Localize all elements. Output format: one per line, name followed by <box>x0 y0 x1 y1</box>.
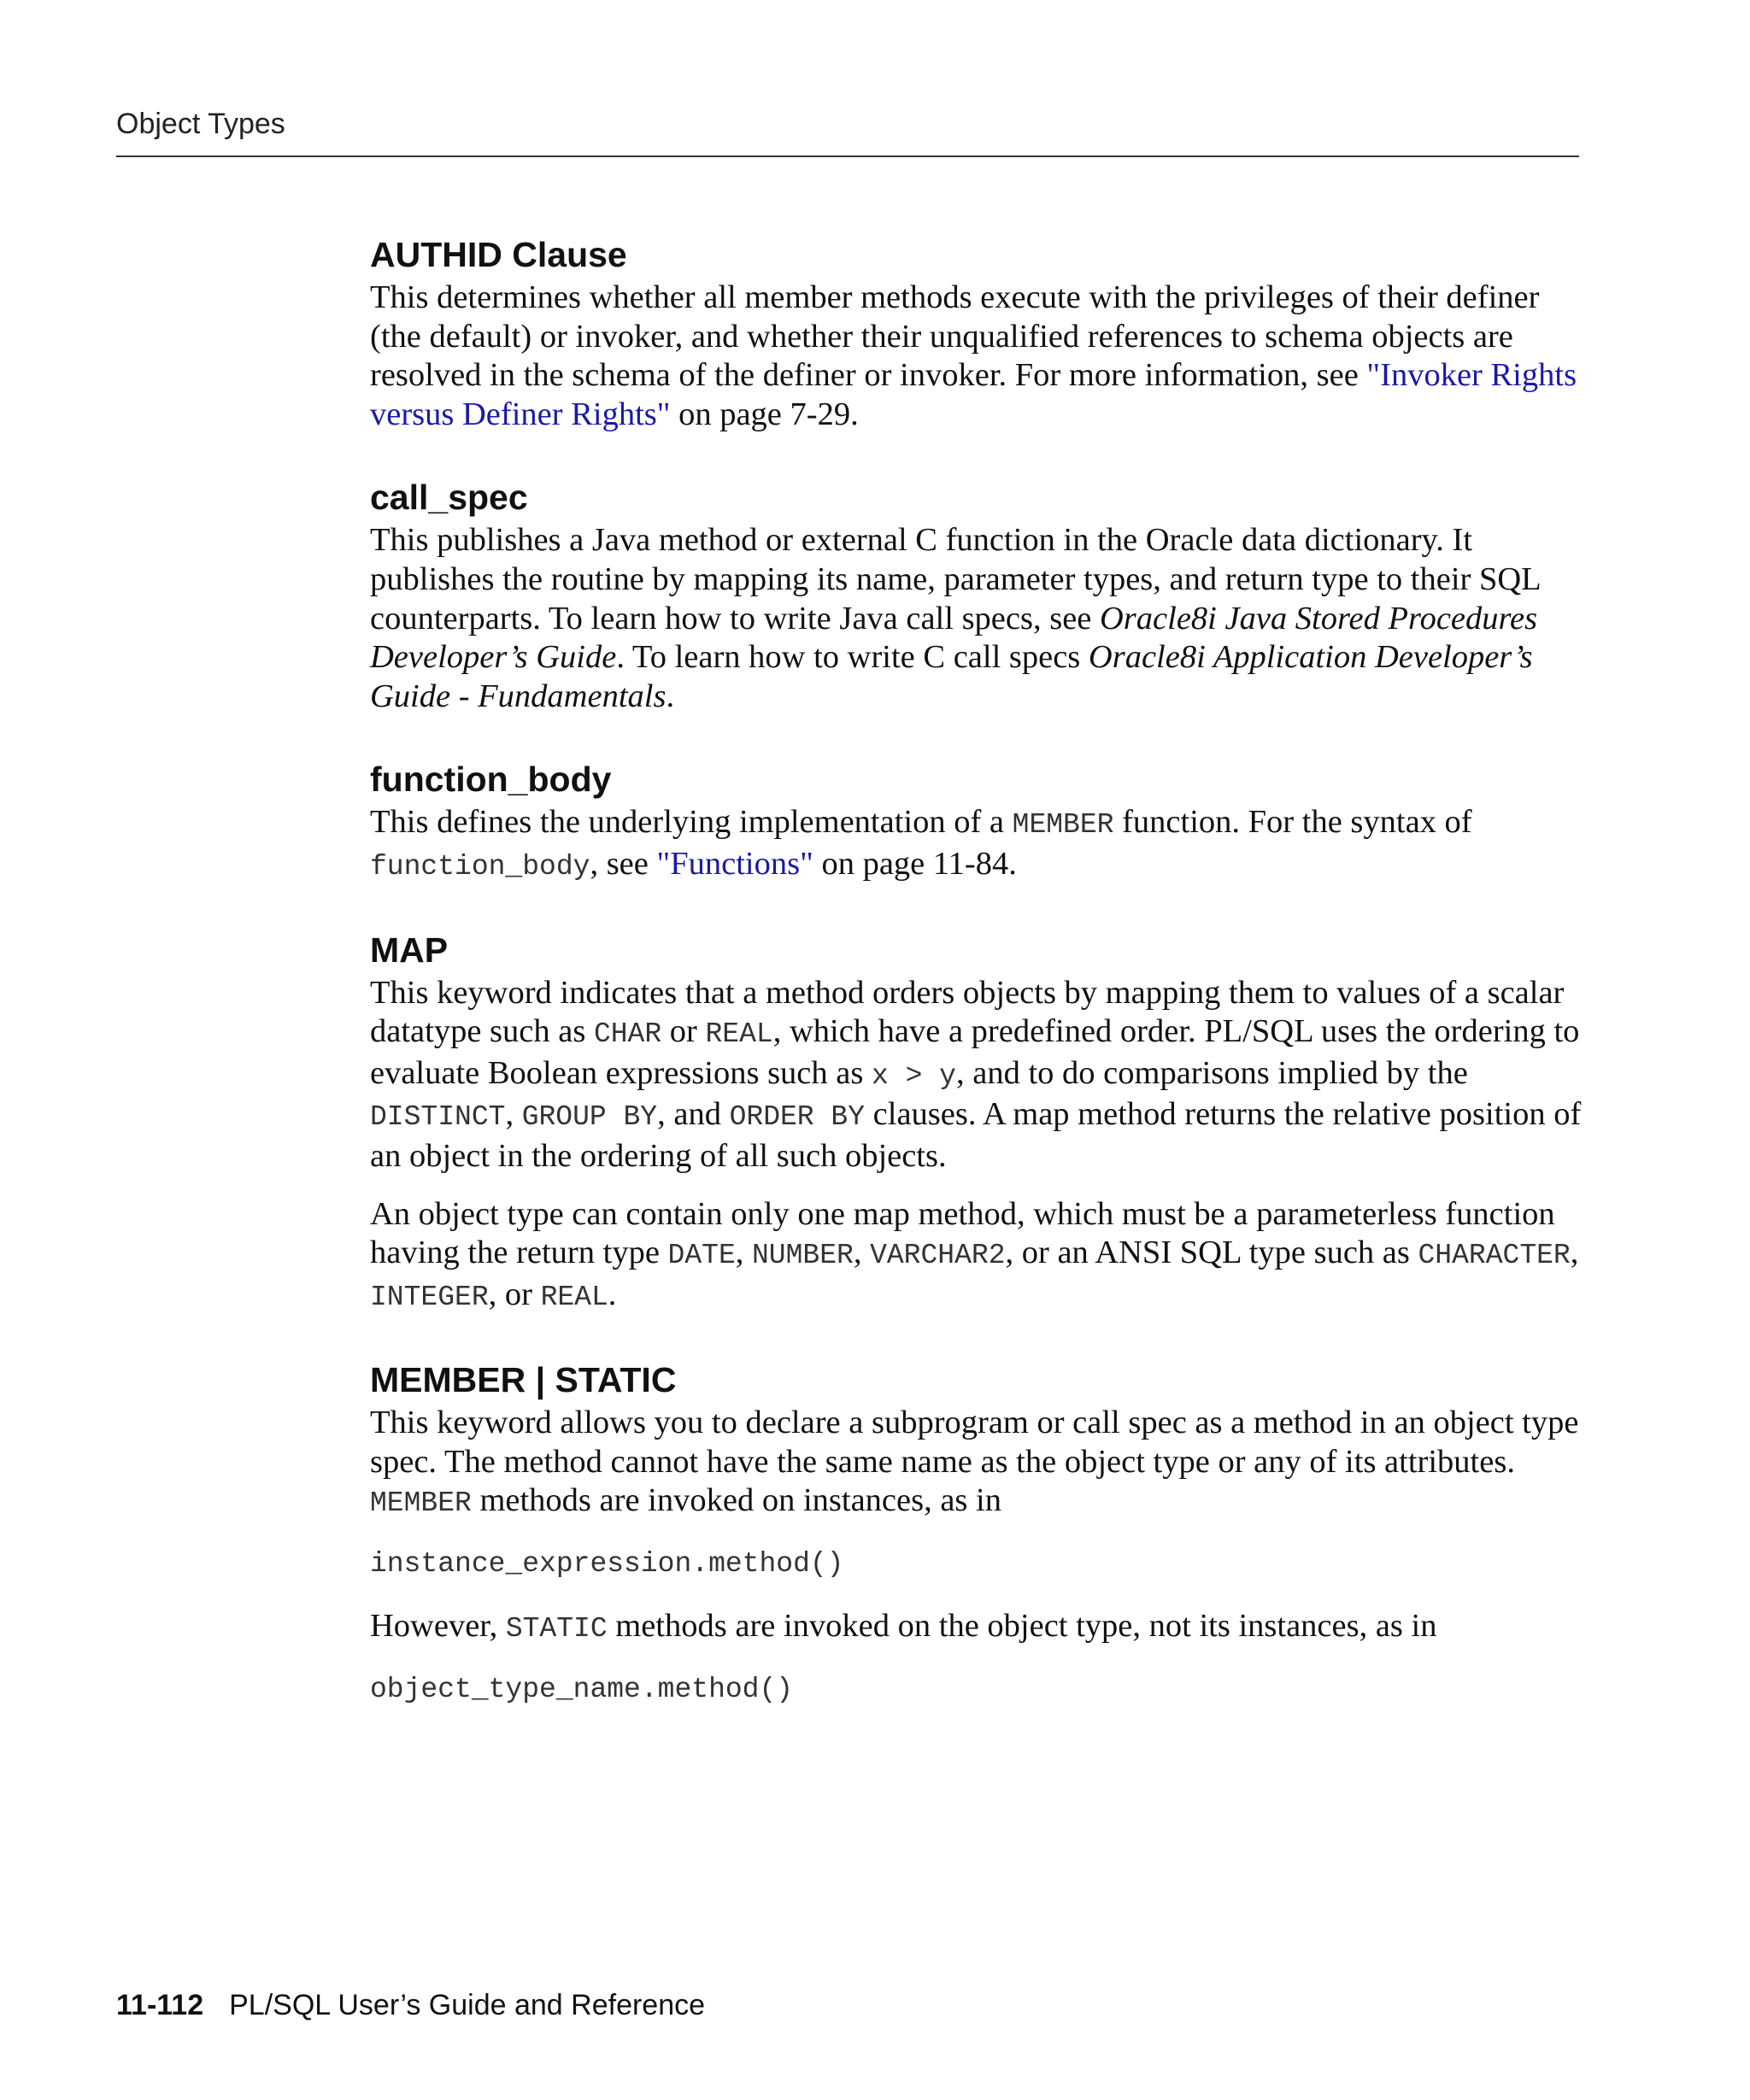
section-function-body <box>370 757 1583 886</box>
text: , <box>853 1235 871 1271</box>
text: on page 11-84. <box>813 845 1017 882</box>
section-heading: function_body <box>370 760 612 800</box>
text: , and to do comparisons implied by the <box>956 1054 1468 1091</box>
text: This defines the underlying implementation of a <box>370 804 1013 841</box>
code-term: ORDER BY <box>729 1101 866 1134</box>
code-term: MEMBER <box>370 1487 472 1520</box>
code-term: GROUP BY <box>521 1101 658 1134</box>
section-member-static <box>370 1358 1583 1708</box>
running-header: Object Types <box>116 108 285 140</box>
book-reference: Oracle8i Application Developer’s Guide - Fundamentals <box>370 639 1533 714</box>
paragraph <box>370 974 1583 1176</box>
paragraph <box>370 521 1583 716</box>
code-term: CHARACTER <box>1418 1240 1571 1272</box>
code-term: NUMBER <box>752 1240 854 1272</box>
text: methods are invoked on the object type, not its instances, as in <box>607 1608 1437 1645</box>
code-term: CHAR <box>593 1018 662 1051</box>
code-example: object_type_name.method() <box>370 1673 794 1705</box>
text: An object type can contain only one map method, which must be a parameterless function having the return type <box>370 1195 1555 1271</box>
functions-link[interactable]: "Functions" <box>656 845 813 882</box>
section-heading: MAP <box>370 930 449 970</box>
text: , and <box>657 1096 730 1133</box>
text: This determines whether all member methods execute with the privileges of their definer (the default) or invoker, and whether their unqualified references to schema objects are resolved in the schema of the definer or invoker. For more information, see <box>370 279 1540 394</box>
text: . To learn how to write C call specs <box>616 639 1089 676</box>
page-content <box>370 232 1583 1750</box>
text: methods are invoked on instances, as in <box>471 1482 1001 1519</box>
section-call-spec <box>370 475 1583 716</box>
paragraph <box>370 1195 1583 1317</box>
text: , or an ANSI SQL type such as <box>1005 1235 1418 1271</box>
code-term: function_body <box>370 850 590 883</box>
paragraph <box>370 279 1583 434</box>
text: , <box>505 1096 522 1133</box>
text: clauses. A map method returns the relative position of an object in the ordering of all such objects. <box>370 1096 1582 1174</box>
code-term: VARCHAR2 <box>870 1240 1006 1272</box>
text: This keyword allows you to declare a subprogram or call spec as a method in an object type spec. The method cannot have the same name as the object type or any of its attributes. <box>370 1405 1579 1480</box>
section-authid <box>370 232 1583 434</box>
paragraph <box>370 1404 1583 1523</box>
text: , or <box>488 1276 541 1312</box>
code-term: MEMBER <box>1012 809 1114 842</box>
page-number: 11-112 <box>116 1989 204 2021</box>
text: . <box>666 678 675 714</box>
section-heading: call_spec <box>370 478 528 518</box>
invoker-rights-link[interactable]: "Invoker Rights versus Definer Rights" <box>370 357 1577 432</box>
text: This keyword indicates that a method orders objects by mapping them to values of a scalar datatype such as <box>370 974 1565 1050</box>
code-example: instance_expression.method() <box>370 1548 844 1581</box>
header-divider <box>116 155 1579 157</box>
code-term: STATIC <box>505 1613 608 1645</box>
text: This publishes a Java method or external C function in the Oracle data dictionary. It publishes the routine by mapping its name, parameter types, and return type to their SQL counterparts. To learn how to write Java call specs, see <box>370 522 1541 636</box>
page-footer <box>116 1989 705 2022</box>
code-term: DISTINCT <box>370 1101 506 1134</box>
text: , <box>1570 1235 1579 1271</box>
book-title: PL/SQL User’s Guide and Reference <box>229 1989 706 2021</box>
paragraph <box>370 1607 1583 1649</box>
text: function. For the syntax of <box>1113 804 1472 841</box>
paragraph <box>370 803 1583 886</box>
code-term: INTEGER <box>370 1281 489 1313</box>
code-term: REAL <box>540 1281 608 1313</box>
code-term: DATE <box>667 1240 736 1272</box>
section-heading: AUTHID Clause <box>370 235 627 274</box>
text: . <box>608 1276 617 1312</box>
code-term: REAL <box>705 1018 773 1051</box>
text: , <box>735 1235 752 1271</box>
code-term: x > y <box>871 1059 956 1092</box>
text: or <box>661 1013 706 1050</box>
section-map <box>370 928 1583 1317</box>
section-heading: MEMBER | STATIC <box>370 1360 677 1400</box>
book-reference: Oracle8i Java Stored Procedures Developer’s Guide <box>370 600 1538 676</box>
text: , which have a predefined order. PL/SQL uses the ordering to evaluate Boolean expressions such as <box>370 1013 1580 1091</box>
text: , see <box>590 845 657 882</box>
text: on page 7-29. <box>670 396 859 432</box>
text: However, <box>370 1608 506 1645</box>
